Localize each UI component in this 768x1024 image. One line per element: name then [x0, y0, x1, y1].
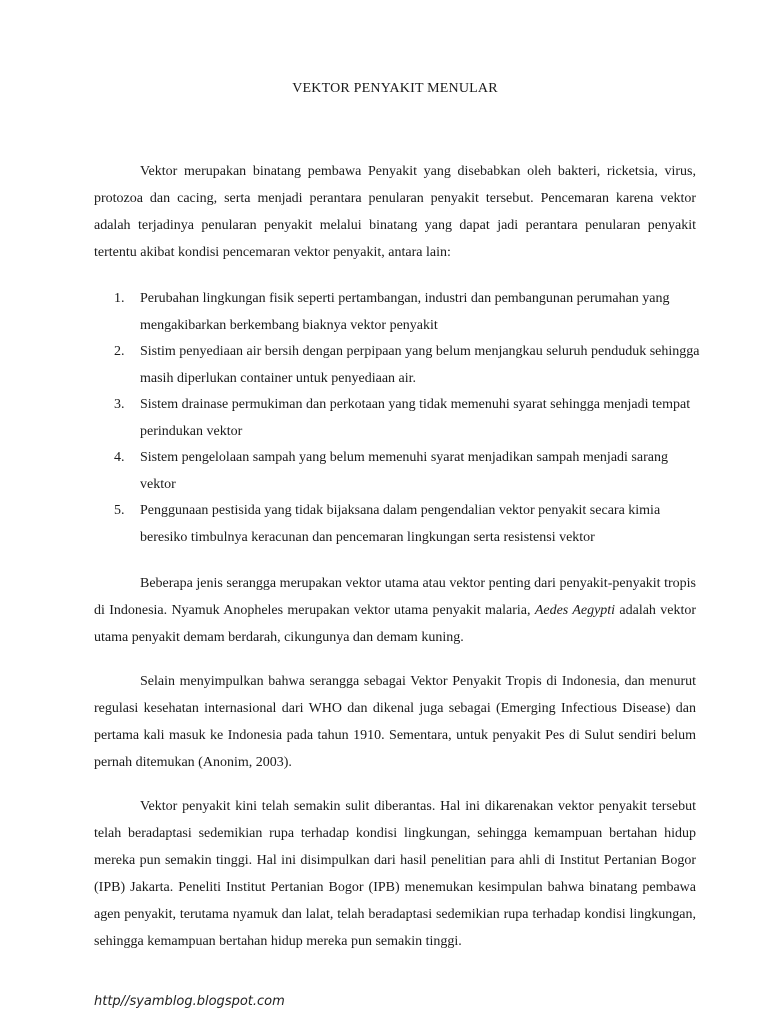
list-item	[94, 339, 704, 392]
paragraph-intro-text: Vektor merupakan binatang pembawa Penyakit yang disebabkan oleh bakteri, ricketsia, virus, protozoa dan cacing, serta menjadi perantara penularan penyakit tersebut. Pencemaran karena vektor adalah terjadinya penularan penyakit melalui binatang yang dapat jadi perantara penularan penyakit tertentu akibat kondisi pencemaran vektor penyakit, antara lain:	[94, 164, 696, 260]
paragraph-insects-end: adalah vektor utama penyakit demam berdarah, cikungunya dan demam kuning.	[94, 603, 697, 645]
list-item	[94, 286, 704, 339]
list-item	[94, 445, 704, 498]
list-item-text: Sistem pengelolaan sampah yang belum memenuhi syarat menjadikan sampah menjadi sarang vektor	[140, 450, 668, 492]
paragraph-intro	[94, 158, 696, 266]
list-item-number: 5.	[114, 503, 125, 518]
paragraph-insects	[94, 570, 696, 651]
paragraph-regulation-text: Selain menyimpulkan bahwa serangga sebagai Vektor Penyakit Tropis di Indonesia, dan menurut regulasi kesehatan internasional dari WHO dan dikenal juga sebagai (Emerging Infectious Disease) dan pertama kali masuk ke Indonesia pada tahun 1910. Sementara, untuk penyakit Pes di Sulut sendiri belum pernah ditemukan (Anonim, 2003).	[94, 674, 696, 770]
list-item-number: 2.	[114, 344, 125, 359]
list-item-number: 3.	[114, 397, 125, 412]
page-title: VEKTOR PENYAKIT MENULAR	[292, 81, 498, 97]
footer-url: http//syamblog.blogspot.com	[94, 994, 285, 1009]
list-item-text: Perubahan lingkungan fisik seperti pertambangan, industri dan pembangunan perumahan yang mengakibarkan berkembang biaknya vektor penyakit	[140, 291, 670, 333]
paragraph-adaptation-text: Vektor penyakit kini telah semakin sulit diberantas. Hal ini dikarenakan vektor penyakit tersebut telah beradaptasi sedemikian rupa terhadap kondisi lingkungan, sehingga kemampuan bertahan hidup mereka pun semakin tinggi. Hal ini disimpulkan dari hasil penelitian para ahli di Institut Pertanian Bogor (IPB) Jakarta. Peneliti Institut Pertanian Bogor (IPB) menemukan kesimpulan bahwa binatang pembawa agen penyakit, terutama nyamuk dan lalat, telah beradaptasi sedemikian rupa terhadap kondisi lingkungan, sehingga kemampuan bertahan hidup mereka pun semakin tinggi.	[94, 799, 696, 949]
vector-cause-list	[94, 286, 704, 551]
list-item-number: 1.	[114, 291, 125, 306]
paragraph-adaptation	[94, 793, 696, 955]
species-name: Aedes Aegypti	[534, 603, 616, 618]
list-item-number: 4.	[114, 450, 125, 465]
list-item-text: Sistim penyediaan air bersih dengan perpipaan yang belum menjangkau seluruh penduduk sehingga masih diperlukan container untuk penyediaan air.	[140, 344, 700, 386]
paragraph-regulation	[94, 668, 696, 776]
paragraph-insects-start: Beberapa jenis serangga merupakan vektor utama atau vektor penting dari penyakit-penyakit tropis di Indonesia. Nyamuk Anopheles merupakan vektor utama penyakit malaria,	[94, 576, 696, 618]
list-item	[94, 498, 704, 551]
list-item-text: Penggunaan pestisida yang tidak bijaksana dalam pengendalian vektor penyakit secara kimia beresiko timbulnya keracunan dan pencemaran lingkungan serta resistensi vektor	[140, 503, 661, 545]
list-item	[94, 392, 704, 445]
list-item-text: Sistem drainase permukiman dan perkotaan yang tidak memenuhi syarat sehingga menjadi tempat perindukan vektor	[140, 397, 691, 439]
